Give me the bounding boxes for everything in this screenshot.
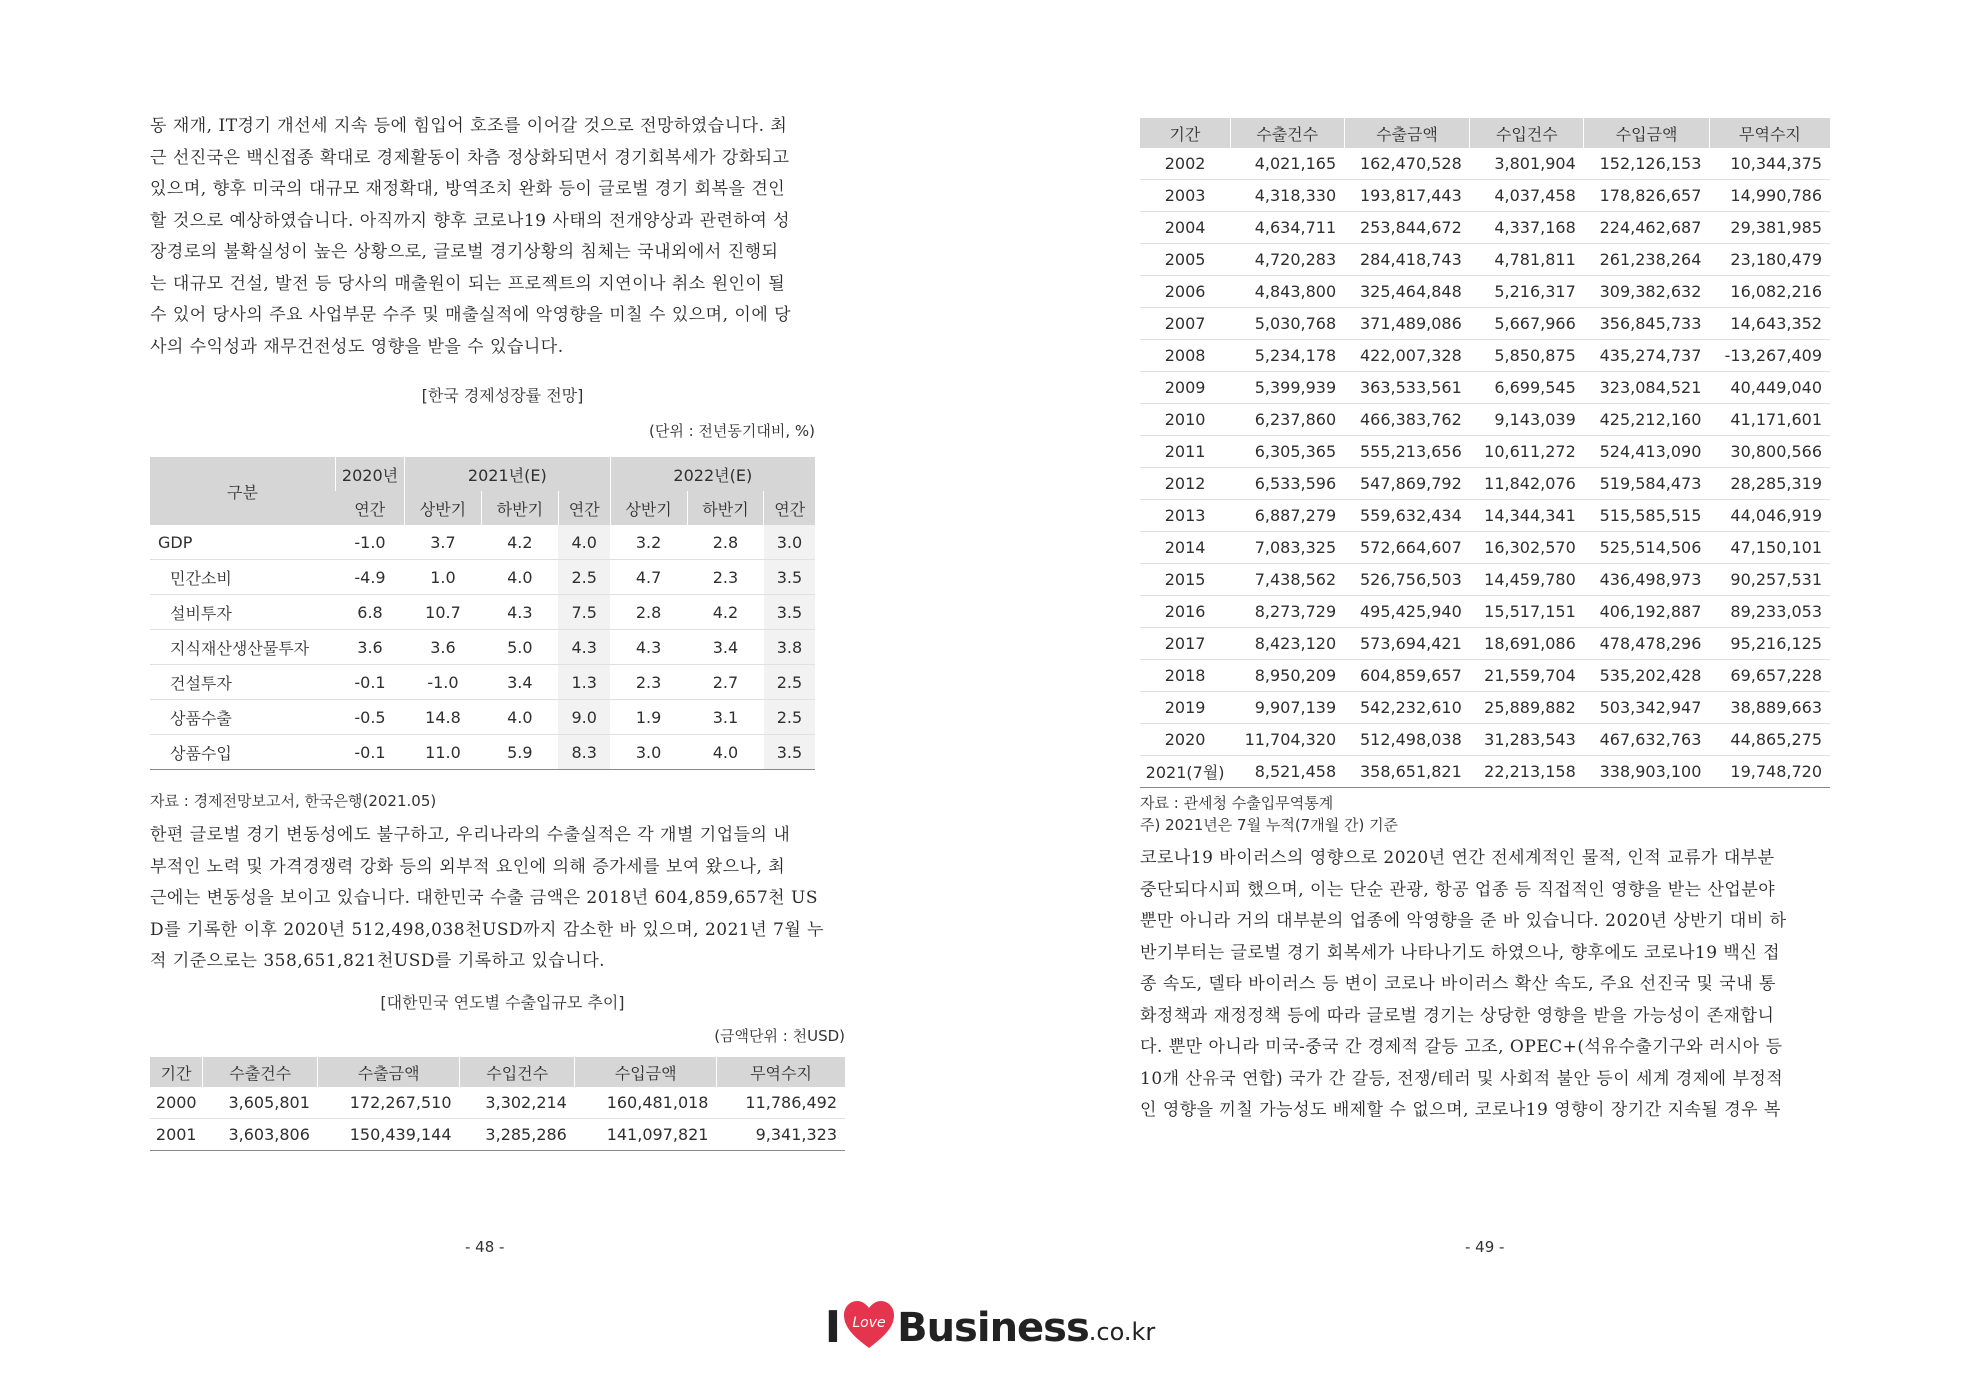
table-cell: 95,216,125 <box>1709 628 1830 660</box>
period-cell: 2018 <box>1140 660 1230 692</box>
subheader: 연간 <box>336 491 405 525</box>
row-label: 설비투자 <box>150 595 336 630</box>
table-cell: 2.3 <box>610 665 687 700</box>
period-cell: 2006 <box>1140 276 1230 308</box>
paragraph-line: 뿐만 아니라 거의 대부분의 업종에 악영향을 준 바 있습니다. 2020년 상반기 대비 하 <box>1140 911 1787 931</box>
table-row <box>150 560 815 595</box>
table-cell: 8,273,729 <box>1230 596 1344 628</box>
table-cell: 284,418,743 <box>1344 244 1470 276</box>
table-cell: 3,801,904 <box>1470 148 1584 180</box>
paragraph-line: 다. 뿐만 아니라 미국-중국 간 경제적 갈등 고조, OPEC+(석유수출기구와 러시아 등 <box>1140 1037 1783 1057</box>
table-cell: 14,990,786 <box>1709 180 1830 212</box>
period-cell: 2010 <box>1140 404 1230 436</box>
table-cell: 2.5 <box>764 665 815 700</box>
table-cell: 5.9 <box>481 735 558 770</box>
table-row <box>1140 692 1830 724</box>
table-cell: 4.3 <box>481 595 558 630</box>
paragraph-line: 반기부터는 글로벌 경기 회복세가 나타나기도 하였으나, 향후에도 코로나19 백신 접 <box>1140 942 1781 963</box>
table-row <box>1140 276 1830 308</box>
table-cell: 3.1 <box>687 700 764 735</box>
subheader: 상반기 <box>405 491 482 525</box>
paragraph-line: 적 기준으로는 358,651,821천USD를 기록하고 있습니다. <box>150 951 606 971</box>
table-row <box>1140 404 1830 436</box>
table-cell: 2.3 <box>687 560 764 595</box>
table-cell: 2.5 <box>764 700 815 735</box>
paragraph-line: 동 재개, IT경기 개선세 지속 등에 힘입어 호조를 이어갈 것으로 전망하였습니다. 최 <box>150 116 788 136</box>
heart-icon <box>843 1300 895 1350</box>
table-cell: 559,632,434 <box>1344 500 1470 532</box>
table-cell: -4.9 <box>336 560 405 595</box>
table-cell: 8,521,458 <box>1230 756 1344 788</box>
table-cell: 40,449,040 <box>1709 372 1830 404</box>
period-cell: 2009 <box>1140 372 1230 404</box>
right-page <box>990 0 1980 1270</box>
table-row <box>1140 212 1830 244</box>
table-cell: 3.5 <box>764 735 815 770</box>
trade-table <box>150 1057 845 1151</box>
table-cell: 503,342,947 <box>1584 692 1710 724</box>
table-cell: 1.9 <box>610 700 687 735</box>
table-cell: -0.1 <box>336 735 405 770</box>
footnote: 주) 2021년은 7월 누적(7개월 간) 기준 <box>1140 816 1399 834</box>
table-row <box>1140 724 1830 756</box>
table-cell: 356,845,733 <box>1584 308 1710 340</box>
paragraph-line: 할 것으로 예상하였습니다. 아직까지 향후 코로나19 사태의 전개양상과 관련하여 성 <box>150 210 791 231</box>
table-cell: 3,605,801 <box>203 1087 318 1119</box>
table-cell: 4,037,458 <box>1470 180 1584 212</box>
table-cell: 5,850,875 <box>1470 340 1584 372</box>
paragraph-line: 근에는 변동성을 보이고 있습니다. 대한민국 수출 금액은 2018년 604,859,657천 US <box>150 888 818 908</box>
table-cell: 15,517,151 <box>1470 596 1584 628</box>
table-cell: 338,903,100 <box>1584 756 1710 788</box>
table-cell: 4,021,165 <box>1230 148 1344 180</box>
table-cell: 4,634,711 <box>1230 212 1344 244</box>
table-cell: 2.7 <box>687 665 764 700</box>
column-header: 수출건수 <box>203 1057 318 1087</box>
table-cell: 4,781,811 <box>1470 244 1584 276</box>
table-cell: 4,318,330 <box>1230 180 1344 212</box>
paragraph-line: 장경로의 불확실성이 높은 상황으로, 글로벌 경기상황의 침체는 국내외에서 진행되 <box>150 242 779 262</box>
left-page <box>0 0 990 1270</box>
table-cell: 363,533,561 <box>1344 372 1470 404</box>
table-cell: 4.2 <box>481 525 558 560</box>
table-cell: 253,844,672 <box>1344 212 1470 244</box>
table-cell: 495,425,940 <box>1344 596 1470 628</box>
table-cell: 1.0 <box>405 560 482 595</box>
table-row <box>150 1119 845 1151</box>
table-cell: 11,842,076 <box>1470 468 1584 500</box>
period-cell: 2014 <box>1140 532 1230 564</box>
table-cell: 90,257,531 <box>1709 564 1830 596</box>
table-cell: 69,657,228 <box>1709 660 1830 692</box>
table-cell: 178,826,657 <box>1584 180 1710 212</box>
table-caption: [대한민국 연도별 수출입규모 추이] <box>380 993 625 1012</box>
svg-text:Love: Love <box>852 1315 886 1331</box>
row-label: 민간소비 <box>150 560 336 595</box>
paragraph-line: 한편 글로벌 경기 변동성에도 불구하고, 우리나라의 수출실적은 각 개별 기업들의 내 <box>150 825 791 845</box>
table-cell: 16,302,570 <box>1470 532 1584 564</box>
table-cell: 19,748,720 <box>1709 756 1830 788</box>
table-cell: 14,643,352 <box>1709 308 1830 340</box>
period-cell: 2005 <box>1140 244 1230 276</box>
period-cell: 2015 <box>1140 564 1230 596</box>
header-2020: 2020년 <box>336 457 405 491</box>
table-row <box>150 665 815 700</box>
table-cell: -1.0 <box>405 665 482 700</box>
table-cell: 542,232,610 <box>1344 692 1470 724</box>
period-cell: 2000 <box>150 1087 203 1119</box>
paragraph-line: 인 영향을 끼칠 가능성도 배제할 수 없으며, 코로나19 영향이 장기간 지속될 경우 복 <box>1140 1100 1781 1120</box>
table-cell: 2.8 <box>610 595 687 630</box>
row-label: 상품수출 <box>150 700 336 735</box>
table-cell: 23,180,479 <box>1709 244 1830 276</box>
body-paragraph <box>1140 843 1830 1127</box>
table-cell: 3.0 <box>610 735 687 770</box>
table-cell: 3.4 <box>481 665 558 700</box>
paragraph-line: 중단되다시피 했으며, 이는 단순 관광, 항공 업종 등 직접적인 영향을 받는 산업분야 <box>1140 879 1776 900</box>
source-note: 자료 : 관세청 수출입무역통계 <box>1140 794 1334 812</box>
table-cell: 11,704,320 <box>1230 724 1344 756</box>
period-cell: 2004 <box>1140 212 1230 244</box>
table-cell: 6.8 <box>336 595 405 630</box>
table-cell: 604,859,657 <box>1344 660 1470 692</box>
table-cell: 519,584,473 <box>1584 468 1710 500</box>
table-cell: 261,238,264 <box>1584 244 1710 276</box>
table-row <box>1140 308 1830 340</box>
table-cell: 3.4 <box>687 630 764 665</box>
period-cell: 2008 <box>1140 340 1230 372</box>
table-cell: 515,585,515 <box>1584 500 1710 532</box>
table-cell: 525,514,506 <box>1584 532 1710 564</box>
column-header: 수출금액 <box>1344 118 1470 148</box>
table-cell: 7,438,562 <box>1230 564 1344 596</box>
table-row <box>1140 148 1830 180</box>
paragraph-line: 종 속도, 델타 바이러스 등 변이 코로나 바이러스 확산 속도, 주요 선진국 및 국내 통 <box>1140 974 1776 994</box>
table-row <box>1140 372 1830 404</box>
table-cell: 325,464,848 <box>1344 276 1470 308</box>
table-row <box>1140 564 1830 596</box>
source-note: 자료 : 경제전망보고서, 한국은행(2021.05) <box>150 792 437 810</box>
table-cell: 6,699,545 <box>1470 372 1584 404</box>
table-row <box>150 630 815 665</box>
table-cell: 4.3 <box>610 630 687 665</box>
table-cell: 358,651,821 <box>1344 756 1470 788</box>
period-cell: 2013 <box>1140 500 1230 532</box>
period-cell: 2007 <box>1140 308 1230 340</box>
table-cell: 6,887,279 <box>1230 500 1344 532</box>
table-cell: 406,192,887 <box>1584 596 1710 628</box>
table-row <box>1140 340 1830 372</box>
table-cell: 3.0 <box>764 525 815 560</box>
table-cell: 573,694,421 <box>1344 628 1470 660</box>
logo-i: I <box>824 1302 842 1353</box>
table-cell: 422,007,328 <box>1344 340 1470 372</box>
table-cell: 38,889,663 <box>1709 692 1830 724</box>
table-cell: 3.7 <box>405 525 482 560</box>
table-cell: 5,399,939 <box>1230 372 1344 404</box>
column-header: 기간 <box>1140 118 1230 148</box>
column-header: 기간 <box>150 1057 203 1087</box>
table-cell: 323,084,521 <box>1584 372 1710 404</box>
body-paragraph <box>150 820 855 978</box>
table-row <box>1140 628 1830 660</box>
column-header: 수입금액 <box>575 1057 717 1087</box>
table-cell: 44,046,919 <box>1709 500 1830 532</box>
table-cell: 141,097,821 <box>575 1119 717 1151</box>
table-row <box>1140 500 1830 532</box>
period-cell: 2003 <box>1140 180 1230 212</box>
paragraph-line: 코로나19 바이러스의 영향으로 2020년 연간 전세계적인 물적, 인적 교류가 대부분 <box>1140 848 1775 868</box>
table-cell: 572,664,607 <box>1344 532 1470 564</box>
column-header: 수입건수 <box>460 1057 575 1087</box>
table-cell: -0.5 <box>336 700 405 735</box>
table-cell: 4.0 <box>481 700 558 735</box>
table-cell: 5.0 <box>481 630 558 665</box>
table-cell: 22,213,158 <box>1470 756 1584 788</box>
table-cell: 435,274,737 <box>1584 340 1710 372</box>
row-label: 건설투자 <box>150 665 336 700</box>
table-cell: 18,691,086 <box>1470 628 1584 660</box>
table-cell: 547,869,792 <box>1344 468 1470 500</box>
table-cell: 6,305,365 <box>1230 436 1344 468</box>
period-cell: 2002 <box>1140 148 1230 180</box>
table-cell: 5,667,966 <box>1470 308 1584 340</box>
table-cell: 3.2 <box>610 525 687 560</box>
table-cell: 172,267,510 <box>318 1087 460 1119</box>
table-cell: 10,344,375 <box>1709 148 1830 180</box>
table-row <box>1140 244 1830 276</box>
page-number: - 48 - <box>465 1238 505 1256</box>
header-2022: 2022년(E) <box>610 457 815 491</box>
table-cell: 25,889,882 <box>1470 692 1584 724</box>
table-cell: 4,720,283 <box>1230 244 1344 276</box>
table-cell: 1.3 <box>558 665 610 700</box>
paragraph-line: 있으며, 향후 미국의 대규모 재정확대, 방역조치 완화 등이 글로벌 경기 회복을 견인 <box>150 179 786 199</box>
table-cell: 5,234,178 <box>1230 340 1344 372</box>
table-cell: 4,843,800 <box>1230 276 1344 308</box>
table-cell: 371,489,086 <box>1344 308 1470 340</box>
column-header: 수입건수 <box>1470 118 1584 148</box>
site-logo <box>0 1300 1980 1360</box>
table-cell: 11.0 <box>405 735 482 770</box>
column-header: 수출금액 <box>318 1057 460 1087</box>
table-cell: 467,632,763 <box>1584 724 1710 756</box>
period-cell: 2011 <box>1140 436 1230 468</box>
table-cell: -0.1 <box>336 665 405 700</box>
period-cell: 2017 <box>1140 628 1230 660</box>
table-cell: 4.7 <box>610 560 687 595</box>
body-paragraph <box>150 111 855 363</box>
table-cell: 3.6 <box>336 630 405 665</box>
table-row <box>1140 660 1830 692</box>
table-cell: 5,030,768 <box>1230 308 1344 340</box>
table-cell: 436,498,973 <box>1584 564 1710 596</box>
table-cell: 14,459,780 <box>1470 564 1584 596</box>
period-cell: 2012 <box>1140 468 1230 500</box>
table-cell: 535,202,428 <box>1584 660 1710 692</box>
table-cell: 6,533,596 <box>1230 468 1344 500</box>
column-header: 무역수지 <box>716 1057 845 1087</box>
table-cell: 3.5 <box>764 595 815 630</box>
table-cell: 9,143,039 <box>1470 404 1584 436</box>
header-category: 구분 <box>150 457 336 525</box>
table-cell: 466,383,762 <box>1344 404 1470 436</box>
table-cell: -13,267,409 <box>1709 340 1830 372</box>
period-cell: 2001 <box>150 1119 203 1151</box>
table-cell: 425,212,160 <box>1584 404 1710 436</box>
table-row <box>1140 596 1830 628</box>
table-cell: 21,559,704 <box>1470 660 1584 692</box>
table-row <box>150 735 815 770</box>
table-cell: 160,481,018 <box>575 1087 717 1119</box>
row-label: GDP <box>150 525 336 560</box>
paragraph-line: 10개 산유국 연합) 국가 간 갈등, 전쟁/테러 및 사회적 불안 등이 세계 경제에 부정적 <box>1140 1068 1784 1089</box>
table-cell: 7.5 <box>558 595 610 630</box>
table-cell: 152,126,153 <box>1584 148 1710 180</box>
table-cell: 10,611,272 <box>1470 436 1584 468</box>
logo-domain: .co.kr <box>1088 1318 1156 1346</box>
table-row <box>1140 468 1830 500</box>
header-2021: 2021년(E) <box>405 457 611 491</box>
paragraph-line: 수 있어 당사의 주요 사업부문 수주 및 매출실적에 악영향을 미칠 수 있으며, 이에 당 <box>150 305 792 325</box>
table-cell: 4,337,168 <box>1470 212 1584 244</box>
subheader: 연간 <box>558 491 610 525</box>
table-cell: 150,439,144 <box>318 1119 460 1151</box>
table-cell: 526,756,503 <box>1344 564 1470 596</box>
table-cell: 555,213,656 <box>1344 436 1470 468</box>
table-caption: [한국 경제성장률 전망] <box>421 386 584 405</box>
table-cell: 4.0 <box>481 560 558 595</box>
table-row <box>150 595 815 630</box>
table-cell: 7,083,325 <box>1230 532 1344 564</box>
growth-forecast-table <box>150 457 815 770</box>
table-row <box>150 700 815 735</box>
table-row <box>1140 180 1830 212</box>
paragraph-line: D를 기록한 이후 2020년 512,498,038천USD까지 감소한 바 있으며, 2021년 7월 누 <box>150 919 825 940</box>
table-cell: 193,817,443 <box>1344 180 1470 212</box>
paragraph-line: 사의 수익성과 재무건전성도 영향을 받을 수 있습니다. <box>150 336 564 357</box>
table-cell: 44,865,275 <box>1709 724 1830 756</box>
table-cell: 2.5 <box>558 560 610 595</box>
table-cell: 309,382,632 <box>1584 276 1710 308</box>
table-cell: 4.2 <box>687 595 764 630</box>
table-row <box>150 1087 845 1119</box>
paragraph-line: 부적인 노력 및 가격경쟁력 강화 등의 외부적 요인에 의해 증가세를 보여 왔으나, 최 <box>150 856 786 877</box>
table-cell: 16,082,216 <box>1709 276 1830 308</box>
paragraph-line: 는 대규모 건설, 발전 등 당사의 매출원이 되는 프로젝트의 지연이나 취소 원인이 될 <box>150 273 786 294</box>
table-row <box>1140 756 1830 788</box>
period-cell: 2021(7월) <box>1140 756 1230 788</box>
subheader: 상반기 <box>610 491 687 525</box>
table-cell: 14.8 <box>405 700 482 735</box>
period-cell: 2020 <box>1140 724 1230 756</box>
table-cell: 524,413,090 <box>1584 436 1710 468</box>
column-header: 수입금액 <box>1584 118 1710 148</box>
page-number: - 49 - <box>1465 1238 1505 1256</box>
table-cell: 6,237,860 <box>1230 404 1344 436</box>
table-cell: 4.0 <box>558 525 610 560</box>
table-cell: 47,150,101 <box>1709 532 1830 564</box>
unit-label: (단위 : 전년동기대비, %) <box>648 422 815 440</box>
table-row <box>150 525 815 560</box>
table-cell: 9,341,323 <box>716 1119 845 1151</box>
table-cell: 29,381,985 <box>1709 212 1830 244</box>
table-cell: 28,285,319 <box>1709 468 1830 500</box>
table-cell: 3,285,286 <box>460 1119 575 1151</box>
table-cell: 162,470,528 <box>1344 148 1470 180</box>
column-header: 수출건수 <box>1230 118 1344 148</box>
table-cell: 9,907,139 <box>1230 692 1344 724</box>
subheader: 하반기 <box>687 491 764 525</box>
table-cell: 2.8 <box>687 525 764 560</box>
table-cell: 512,498,038 <box>1344 724 1470 756</box>
table-cell: 10.7 <box>405 595 482 630</box>
table-cell: 3,603,806 <box>203 1119 318 1151</box>
row-label: 지식재산생산물투자 <box>150 630 336 665</box>
period-cell: 2019 <box>1140 692 1230 724</box>
table-cell: -1.0 <box>336 525 405 560</box>
table-cell: 14,344,341 <box>1470 500 1584 532</box>
table-cell: 41,171,601 <box>1709 404 1830 436</box>
table-cell: 3.6 <box>405 630 482 665</box>
table-cell: 11,786,492 <box>716 1087 845 1119</box>
paragraph-line: 근 선진국은 백신접종 확대로 경제활동이 차츰 정상화되면서 경기회복세가 강화되고 <box>150 147 790 168</box>
table-cell: 3,302,214 <box>460 1087 575 1119</box>
table-cell: 4.0 <box>687 735 764 770</box>
paragraph-line: 화정책과 재정정책 등에 따라 글로벌 경기는 상당한 영향을 받을 가능성이 존재합니 <box>1140 1005 1775 1026</box>
table-cell: 5,216,317 <box>1470 276 1584 308</box>
table-cell: 9.0 <box>558 700 610 735</box>
table-row <box>1140 436 1830 468</box>
table-cell: 3.8 <box>764 630 815 665</box>
table-cell: 224,462,687 <box>1584 212 1710 244</box>
subheader: 연간 <box>764 491 815 525</box>
subheader: 하반기 <box>481 491 558 525</box>
logo-brand: Business <box>897 1305 1089 1351</box>
table-cell: 478,478,296 <box>1584 628 1710 660</box>
table-cell: 30,800,566 <box>1709 436 1830 468</box>
table-cell: 4.3 <box>558 630 610 665</box>
period-cell: 2016 <box>1140 596 1230 628</box>
table-cell: 8,423,120 <box>1230 628 1344 660</box>
row-label: 상품수입 <box>150 735 336 770</box>
table-cell: 8.3 <box>558 735 610 770</box>
table-cell: 31,283,543 <box>1470 724 1584 756</box>
table-row <box>1140 532 1830 564</box>
table-cell: 8,950,209 <box>1230 660 1344 692</box>
column-header: 무역수지 <box>1709 118 1830 148</box>
table-cell: 89,233,053 <box>1709 596 1830 628</box>
trade-table <box>1140 118 1830 788</box>
unit-label: (금액단위 : 천USD) <box>714 1027 845 1045</box>
table-cell: 3.5 <box>764 560 815 595</box>
